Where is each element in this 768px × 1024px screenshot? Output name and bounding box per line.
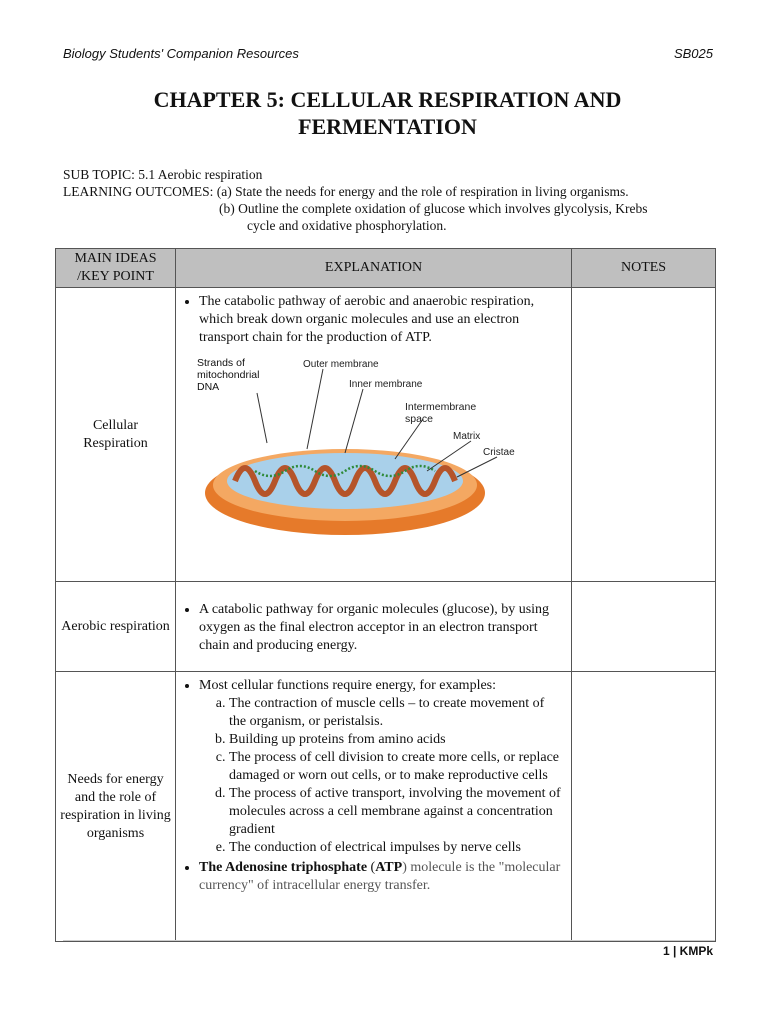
list-item: e. The conduction of electrical impulses by nerve cells — [229, 839, 562, 857]
list-item: a. The contraction of muscle cells – to create movement of the organism, or peristalsis. — [229, 695, 562, 731]
course-code: SB025 — [673, 46, 713, 61]
label-inner-membrane: Inner membrane — [349, 379, 423, 390]
page-number: 1 | KMPk — [662, 944, 713, 958]
explanation-cell — [176, 672, 572, 942]
explanation-bullet: • The catabolic pathway of aerobic and anaerobic respiration, which break down organic molecules and use an electron transport chain for the production of ATP. — [199, 293, 562, 347]
atp-abbr: ATP — [375, 860, 403, 875]
leader-line — [457, 457, 497, 477]
label-dna: Strands of mitochondrial DNA — [197, 357, 260, 393]
atp-desc: ) molecule is the "molecular currency" of intracellular energy transfer. — [199, 860, 561, 893]
label-intermembrane: Intermembrane space — [405, 401, 477, 425]
matrix-shape — [227, 453, 463, 509]
header-notes: NOTES — [572, 249, 716, 288]
key-point-aerobic-respiration: Aerobic respiration — [56, 582, 176, 672]
table-header-row — [56, 249, 716, 288]
explanation-bullet — [199, 677, 562, 857]
explanation-bullet: • A catabolic pathway for organic molecules (glucose), by using oxygen as the final electron acceptor in an electron transport chain and producing energy. — [199, 601, 562, 655]
label-outer-membrane: Outer membrane — [303, 359, 379, 370]
key-point-cellular-respiration: Cellular Respiration — [56, 288, 176, 582]
subtopic: SUB TOPIC: 5.1 Aerobic respiration — [63, 167, 263, 182]
chapter-title — [60, 86, 715, 140]
table-row — [56, 582, 716, 672]
atp-term: The Adenosine triphosphate — [199, 860, 368, 875]
footer-divider — [63, 940, 715, 941]
learning-outcome-a: LEARNING OUTCOMES: (a) State the needs for energy and the role of respiration in living organisms. — [63, 184, 629, 199]
list-item: c. The process of cell division to create more cells, or replace damaged or worn out cells, or to make reproductive cells — [229, 749, 562, 785]
notes-cell — [572, 288, 716, 582]
notes-table — [55, 248, 716, 942]
leader-line — [307, 369, 323, 449]
running-header-title: Biology Students' Companion Resources — [63, 46, 299, 61]
notes-cell — [572, 582, 716, 672]
learning-outcome-b: (b) Outline the complete oxidation of glucose which involves glycolysis, Krebs — [219, 201, 648, 216]
header-explanation: EXPLANATION — [176, 249, 572, 288]
mitochondrion-diagram — [195, 353, 525, 553]
atp-open: ( — [367, 860, 376, 875]
chapter-title-line2: FERMENTATION — [298, 114, 477, 139]
list-item: b. Building up proteins from amino acids — [229, 731, 562, 749]
energy-intro: Most cellular functions require energy, for examples: — [199, 678, 497, 693]
topic-block — [63, 166, 723, 234]
explanation-cell — [176, 582, 572, 672]
energy-examples-list — [199, 695, 562, 857]
explanation-cell — [176, 288, 572, 582]
table-row — [56, 672, 716, 942]
label-cristae: Cristae — [483, 447, 515, 458]
key-point-needs-for-energy: Needs for energy and the role of respiration in living organisms — [56, 672, 176, 942]
learning-outcome-b-cont: cycle and oxidative phosphorylation. — [247, 218, 447, 233]
header-key-point: MAIN IDEAS /KEY POINT — [56, 249, 176, 288]
atp-bullet — [199, 859, 562, 895]
notes-cell — [572, 672, 716, 942]
leader-line — [345, 389, 363, 453]
table-row — [56, 288, 716, 582]
label-dna-wrap — [197, 357, 277, 401]
label-intermembrane-wrap — [405, 401, 495, 431]
chapter-title-line1: CHAPTER 5: CELLULAR RESPIRATION AND — [153, 87, 622, 112]
list-item: d. The process of active transport, involving the movement of molecules across a cell membrane against a concentration gradient — [229, 785, 562, 839]
label-matrix: Matrix — [453, 431, 481, 442]
